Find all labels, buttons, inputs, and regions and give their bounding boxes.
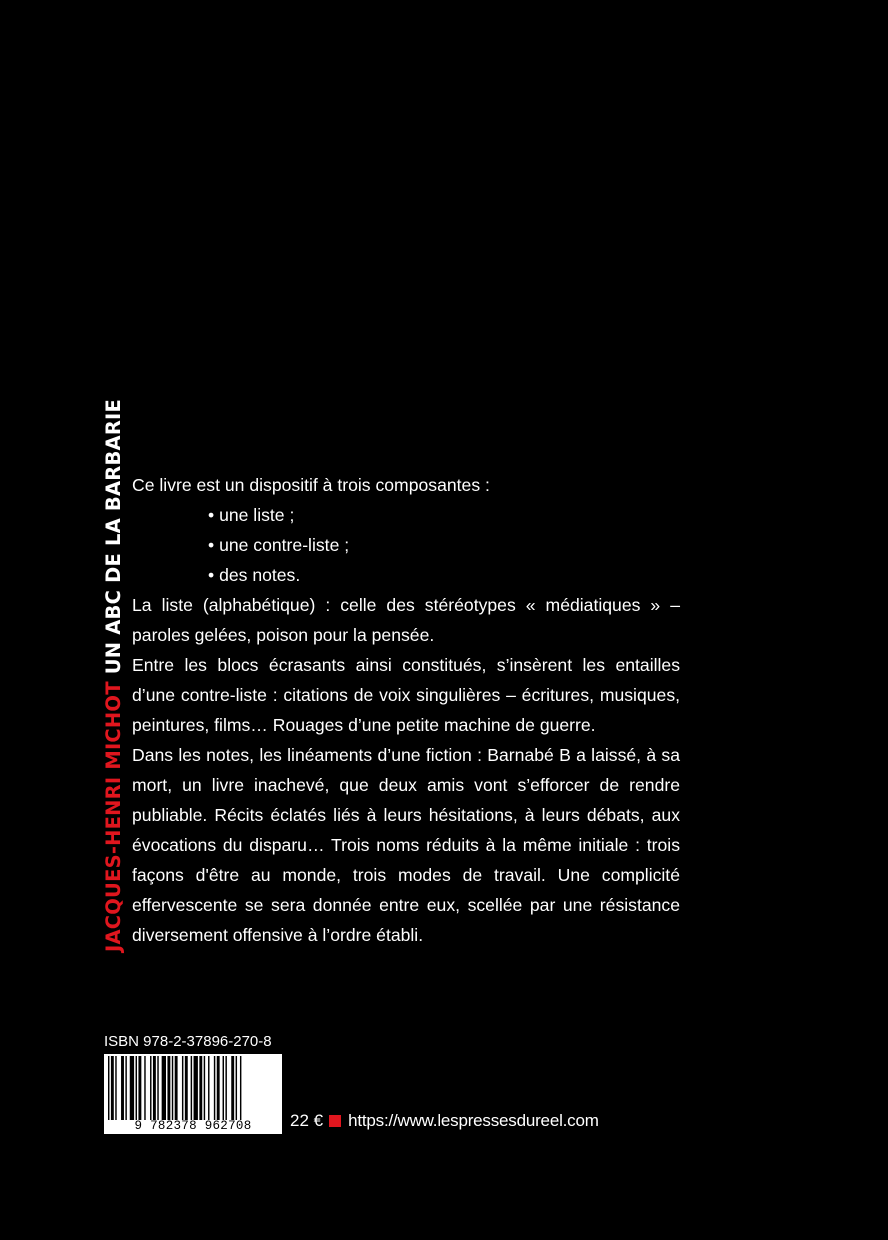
barcode-bar	[115, 1056, 116, 1120]
barcode-bar	[162, 1056, 166, 1120]
barcode-bar	[121, 1056, 124, 1120]
barcode-bar	[240, 1056, 241, 1120]
list-item: • une liste ;	[208, 500, 680, 530]
price-line	[290, 1111, 599, 1131]
barcode-bar	[217, 1056, 220, 1120]
list-item: • une contre-liste ;	[208, 530, 680, 560]
price: 22 €	[290, 1111, 324, 1130]
barcode-bar	[136, 1056, 137, 1120]
book-title: UN ABC DE LA BARBARIE	[102, 398, 125, 675]
barcode-bar	[153, 1056, 156, 1120]
barcode-bar	[185, 1056, 188, 1120]
red-square-icon	[329, 1115, 341, 1127]
barcode-bar	[144, 1056, 145, 1120]
barcode-bar	[225, 1056, 226, 1120]
publisher-url: https://www.lespressesdureel.com	[348, 1111, 599, 1130]
barcode-bar	[199, 1056, 202, 1120]
barcode-bar	[150, 1056, 151, 1120]
barcode	[104, 1054, 282, 1134]
barcode-bar	[157, 1056, 158, 1120]
barcode-bar	[125, 1056, 126, 1120]
barcode-bar	[194, 1056, 198, 1120]
barcode-bar	[223, 1056, 224, 1120]
barcode-bar	[191, 1056, 192, 1120]
barcode-bar	[175, 1056, 178, 1120]
blurb-intro: Ce livre est un dispositif à trois composantes :	[132, 475, 490, 495]
blurb-paragraph-notes: Dans les notes, les linéaments d’une fiction : Barnabé B a laissé, à sa mort, un livre inachevé, que deux amis vont s’efforcer de rendre publiable. Récits éclatés liés à leurs hésitations, à leurs débats, aux évocations du disparu… Trois noms réduits à la même initiale : trois façons d'être au monde, trois modes de travail. Une complicité effervescente se sera donnée entre eux, scellée par une résistance diversement offensive à l’ordre établi.	[132, 745, 680, 945]
barcode-bar	[214, 1056, 215, 1120]
isbn-label: ISBN 978-2-37896-270-8	[104, 1033, 272, 1050]
barcode-bar	[231, 1056, 234, 1120]
spine-title	[102, 398, 126, 952]
author-name: JACQUES-HENRI MICHOT	[102, 681, 125, 952]
barcode-bar	[204, 1056, 205, 1120]
blurb-paragraph-counter-list: Entre les blocs écrasants ainsi constitués, s’insèrent les entailles d’une contre-liste : citations de voix singulières – écritures, musiques, peintures, films… Rouages d’une petite machine de guerre.	[132, 655, 680, 735]
barcode-bar	[130, 1056, 134, 1120]
barcode-bar	[138, 1056, 141, 1120]
back-cover-blurb	[132, 470, 680, 950]
barcode-bar	[167, 1056, 170, 1120]
component-list	[132, 500, 680, 590]
barcode-bar	[208, 1056, 209, 1120]
barcode-bars	[104, 1054, 282, 1120]
barcode-bar	[172, 1056, 173, 1120]
barcode-bar	[182, 1056, 183, 1120]
list-item: • des notes.	[208, 560, 680, 590]
barcode-bar	[111, 1056, 114, 1120]
barcode-digits: 9 782378 962708	[134, 1119, 252, 1133]
barcode-bar	[108, 1056, 109, 1120]
barcode-bar	[236, 1056, 237, 1120]
blurb-paragraph-list: La liste (alphabétique) : celle des stéréotypes « médiatiques » – paroles gelées, poison pour la pensée.	[132, 595, 680, 645]
